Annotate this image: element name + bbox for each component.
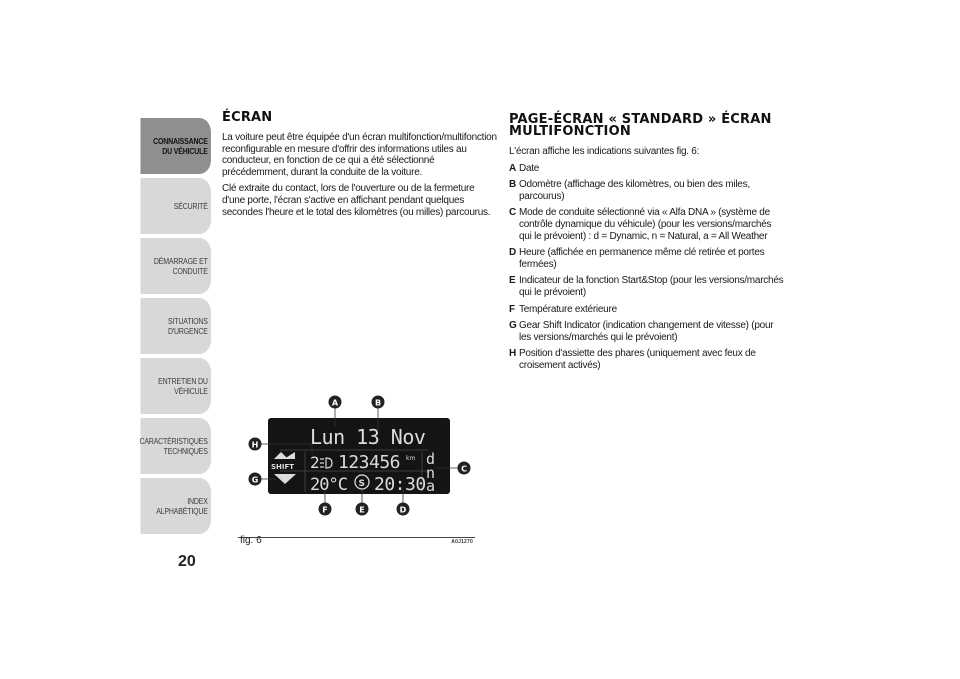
list-item: C Mode de conduite sélectionné via « Alfa DNA » (système de contrôle dynamique du véhicule) (pour les versions/marchés qui le prévoient) : d = Dynamic, n = Natural, a = All Weather <box>509 207 772 242</box>
svg-text:H: H <box>251 440 259 450</box>
svg-text:B: B <box>374 398 382 408</box>
callout-e <box>356 503 369 516</box>
svg-text:D: D <box>399 505 407 515</box>
callout-d <box>397 503 410 516</box>
dna-mode-d: d <box>426 450 436 468</box>
callout-b <box>372 396 385 409</box>
section-heading: PAGE-ÉCRAN « STANDARD » ÉCRAN MULTIFONCTION <box>509 112 772 139</box>
dna-mode-n: n <box>426 464 436 482</box>
intro-text: L'écran affiche les indications suivantes fig. 6: <box>509 146 700 157</box>
list-item: F Température extérieure <box>509 303 617 315</box>
tab-caracteristiques-techniques[interactable]: CARACTÉRISTIQUES TECHNIQUES <box>140 418 211 474</box>
figure-rule <box>238 537 475 538</box>
display-shift-label: SHIFT <box>271 463 295 471</box>
display-headlight-level: 2 <box>310 453 320 472</box>
svg-text:A: A <box>331 398 339 408</box>
figure-multifunction-display <box>238 380 475 548</box>
section-page-ecran-standard <box>509 114 784 377</box>
callout-h <box>249 438 262 451</box>
legend-list <box>509 163 784 372</box>
paragraph: Clé extraite du contact, lors de l'ouverture ou de la fermeture d'une porte, l'écran s'active en affichant pendant quelques secondes l'heure et le total des kilomètres (ou milles) parcourus. <box>222 183 491 218</box>
chapter-sidebar <box>140 118 211 538</box>
list-item: G Gear Shift Indicator (indication changement de vitesse) (pour les versions/marchés qui le prévoient) <box>509 320 774 343</box>
display-startstop-symbol: S <box>358 479 365 489</box>
tab-index-alphabetique[interactable]: INDEX ALPHABÉTIQUE <box>140 478 211 534</box>
display-temperature: 20°C <box>310 475 347 495</box>
list-item: H Position d'assiette des phares (uniquement avec feux de croisement activés) <box>509 348 756 371</box>
display-odometer: 123456 <box>338 452 401 473</box>
callout-g <box>249 473 262 486</box>
tab-demarrage-et-conduite[interactable]: DÉMARRAGE ET CONDUITE <box>140 238 211 294</box>
page-number: 20 <box>178 553 196 570</box>
dna-mode-a: a <box>426 477 436 495</box>
svg-text:C: C <box>461 464 467 474</box>
callout-c <box>458 462 471 475</box>
svg-text:F: F <box>322 505 328 515</box>
figure-label: fig. 6 <box>240 535 262 546</box>
section-ecran <box>222 112 497 223</box>
list-item: D Heure (affichée en permanence même clé retirée et portes fermées) <box>509 247 765 270</box>
figure-code: A0J1270 <box>451 539 473 545</box>
display-time: 20:30 <box>374 474 426 495</box>
display-odometer-unit: km <box>406 455 416 462</box>
svg-text:E: E <box>359 505 365 515</box>
list-item: B Odomètre (affichage des kilomètres, ou bien des miles, parcourus) <box>509 179 750 202</box>
display-date: Lun 13 Nov <box>310 425 426 449</box>
tab-connaissance-du-vehicule[interactable]: CONNAISSANCE DU VÉHICULE <box>140 118 211 174</box>
tab-securite[interactable]: SÉCURITÉ <box>140 178 211 234</box>
list-item: A Date <box>509 162 540 174</box>
svg-text:G: G <box>251 475 259 485</box>
callout-f <box>319 503 332 516</box>
list-item: E Indicateur de la fonction Start&Stop (pour les versions/marchés qui le prévoient) <box>509 275 784 298</box>
tab-situations-d-urgence[interactable]: SITUATIONS D'URGENCE <box>140 298 211 354</box>
section-heading: ÉCRAN <box>222 110 273 125</box>
display-illustration <box>238 380 475 537</box>
paragraph: La voiture peut être équipée d'un écran multifonction/multifonction reconfigurable en mesure d'offrir des informations utiles au conducteur, en fonction de ce qui a été sélectionné précédemment, durant la conduite de la voiture. <box>222 132 497 178</box>
tab-entretien-du-vehicule[interactable]: ENTRETIEN DU VÉHICULE <box>140 358 211 414</box>
callout-a <box>329 396 342 409</box>
